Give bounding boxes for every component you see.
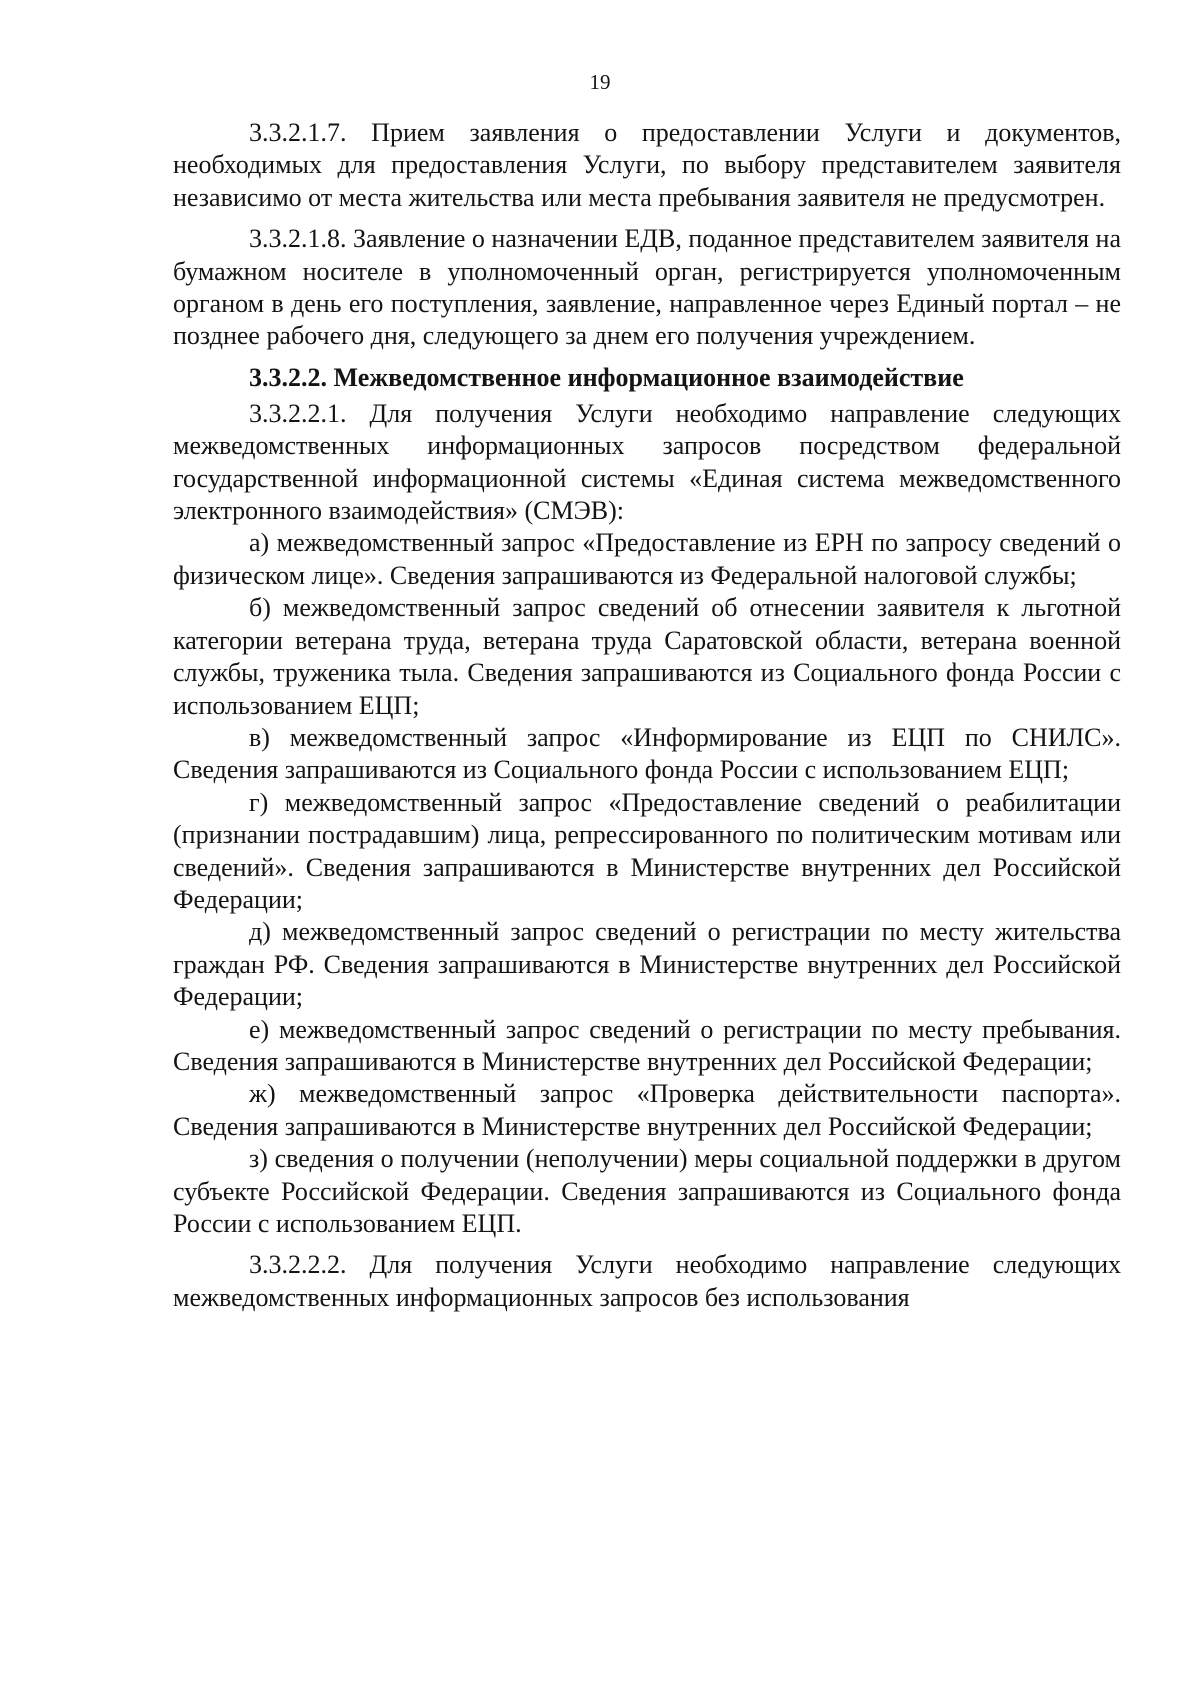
list-item-g: г) межведомственный запрос «Предоставление сведений о реабилитации (признании пострадавшим) лица, репрессированного по политическим мотивам или сведений». Сведения запрашиваются в Министерстве внутренних дел Российской Федерации; (173, 787, 1121, 914)
list-item-e: е) межведомственный запрос сведений о регистрации по месту пребывания. Сведения запрашиваются в Министерстве внутренних дел Российской Федерации; (173, 1014, 1121, 1076)
list-item-z: з) сведения о получении (неполучении) меры социальной поддержки в другом субъекте Российской Федерации. Сведения запрашиваются из Социального фонда России с использованием ЕЦП. (173, 1144, 1121, 1238)
section-heading: 3.3.2.2. Межведомственное информационное взаимодействие (249, 362, 964, 392)
list-item-zh: ж) межведомственный запрос «Проверка действительности паспорта». Сведения запрашиваются в Министерстве внутренних дел Российской Федерации; (173, 1079, 1121, 1141)
paragraph-3-3-2-2-2: 3.3.2.2.2. Для получения Услуги необходимо направление следующих межведомственных информационных запросов без использования (173, 1250, 1121, 1312)
paragraph-3-3-2-1-7: 3.3.2.1.7. Прием заявления о предоставлении Услуги и документов, необходимых для предоставления Услуги, по выбору представителем заявителя независимо от места жительства или места пребывания заявителя не предусмотрен. (173, 118, 1121, 212)
paragraph-3-3-2-2-1: 3.3.2.2.1. Для получения Услуги необходимо направление следующих межведомственных информационных запросов посредством федеральной государственной информационной системы «Единая система межведомственного электронного взаимодействия» (СМЭВ): (173, 398, 1121, 526)
list-item-a: а) межведомственный запрос «Предоставление из ЕРН по запросу сведений о физическом лице». Сведения запрашиваются из Федеральной налоговой службы; (173, 528, 1121, 590)
document-body (173, 117, 1121, 1314)
paragraph-3-3-2-1-8: 3.3.2.1.8. Заявление о назначении ЕДВ, поданное представителем заявителя на бумажном носителе в уполномоченный орган, регистрируется уполномоченным органом в день его поступления, заявление, направленное через Единый портал – не позднее рабочего дня, следующего за днем его получения учреждением. (173, 224, 1121, 351)
list-item-d: д) межведомственный запрос сведений о регистрации по месту жительства граждан РФ. Сведения запрашиваются в Министерстве внутренних дел Российской Федерации; (173, 917, 1121, 1012)
page-number: 19 (589, 70, 611, 94)
list-item-b: б) межведомственный запрос сведений об отнесении заявителя к льготной категории ветерана труда, ветерана труда Саратовской области, ветерана военной службы, труженика тыла. Сведения запрашиваются из Социального фонда России с использованием ЕЦП; (173, 593, 1121, 720)
list-item-v: в) межведомственный запрос «Информирование из ЕЦП по СНИЛС». Сведения запрашиваются из Социального фонда России с использованием ЕЦП; (173, 722, 1121, 785)
